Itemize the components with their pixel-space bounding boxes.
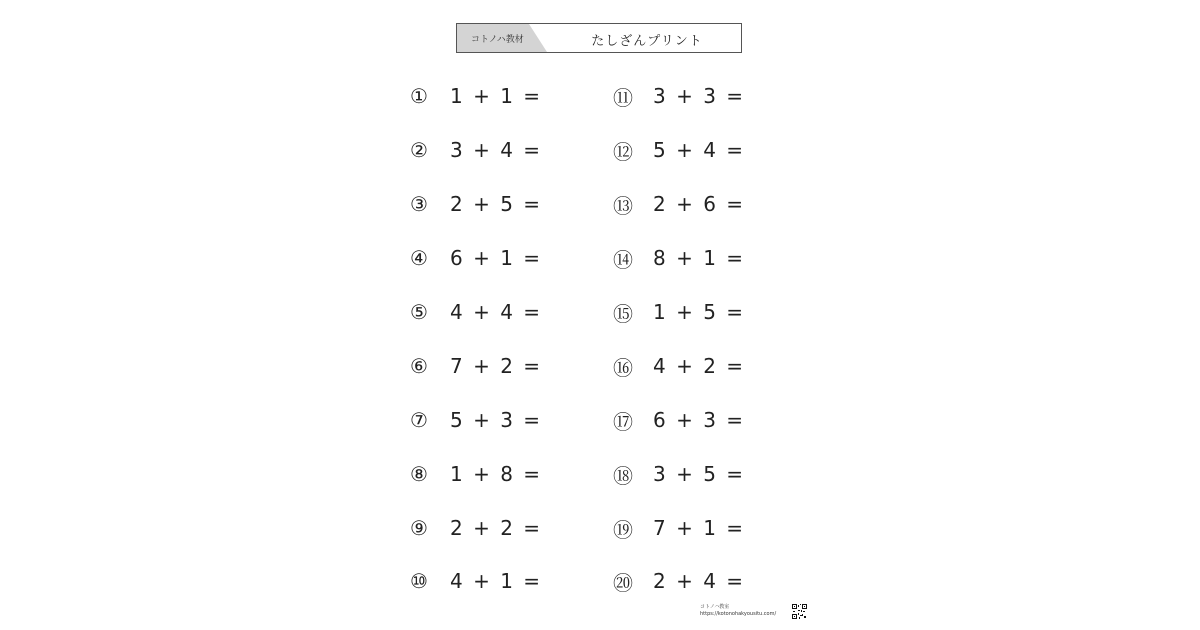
problem-expression: 2 + 6 = (653, 192, 746, 216)
problem-number: ⑧ (410, 462, 428, 486)
problem-expression: 4 + 2 = (653, 354, 746, 378)
problem-item (613, 244, 745, 272)
problem-item (410, 567, 542, 595)
problem-expression: 4 + 1 = (450, 569, 543, 593)
problem-expression: 5 + 4 = (653, 138, 746, 162)
problem-item (613, 406, 745, 434)
problem-number: ⑬ (613, 193, 633, 218)
problem-expression: 1 + 5 = (653, 300, 746, 324)
problem-expression: 1 + 1 = (450, 84, 543, 108)
problem-item (613, 190, 745, 218)
worksheet-header (456, 23, 742, 53)
problem-number: ② (410, 138, 428, 162)
problem-expression: 2 + 5 = (450, 192, 543, 216)
problem-expression: 5 + 3 = (450, 408, 543, 432)
problem-item (613, 460, 745, 488)
footer-school: コトノハ教室 (700, 604, 730, 610)
worksheet-title: たしざんプリント (591, 34, 703, 49)
problem-item (410, 190, 542, 218)
brand-label: コトノハ教材 (471, 35, 524, 45)
problem-number: ① (410, 84, 428, 108)
problem-item (410, 460, 542, 488)
problem-expression: 1 + 8 = (450, 462, 543, 486)
problem-expression: 8 + 1 = (653, 246, 746, 270)
problem-number: ⑲ (613, 517, 633, 542)
problem-number: ⑱ (613, 463, 633, 488)
problem-item (410, 514, 542, 542)
problem-item (613, 82, 745, 110)
problem-number: ⑮ (613, 301, 633, 326)
problem-item (410, 82, 542, 110)
problem-item (410, 244, 542, 272)
problem-number: ④ (410, 246, 428, 270)
problem-expression: 7 + 1 = (653, 516, 746, 540)
problem-expression: 2 + 4 = (653, 569, 746, 593)
problem-number: ⑫ (613, 139, 633, 164)
problem-expression: 4 + 4 = (450, 300, 543, 324)
problem-number: ⑭ (613, 247, 633, 272)
problem-number: ③ (410, 192, 428, 216)
problem-number: ⑪ (613, 85, 633, 110)
problem-expression: 3 + 5 = (653, 462, 746, 486)
problem-expression: 3 + 4 = (450, 138, 543, 162)
problem-item (613, 514, 745, 542)
problem-expression: 6 + 3 = (653, 408, 746, 432)
problem-expression: 7 + 2 = (450, 354, 543, 378)
problem-number: ⑦ (410, 408, 428, 432)
problem-expression: 3 + 3 = (653, 84, 746, 108)
problem-number: ⑤ (410, 300, 428, 324)
problem-number: ⑰ (613, 409, 633, 434)
footer-credit (700, 604, 776, 618)
problem-number: ⑳ (613, 570, 633, 595)
problem-number: ⑨ (410, 516, 428, 540)
problem-item (410, 298, 542, 326)
problem-item (410, 406, 542, 434)
problem-number: ⑩ (410, 569, 428, 593)
problem-number: ⑥ (410, 354, 428, 378)
qr-code-icon (792, 604, 807, 619)
problem-item (613, 298, 745, 326)
problem-item (410, 352, 542, 380)
problem-number: ⑯ (613, 355, 633, 380)
problem-item (613, 352, 745, 380)
problem-expression: 6 + 1 = (450, 246, 543, 270)
footer-url[interactable]: https://kotonohakyousitu.com/ (700, 611, 777, 617)
problem-expression: 2 + 2 = (450, 516, 543, 540)
problem-item (613, 136, 745, 164)
problem-item (613, 567, 745, 595)
problem-item (410, 136, 542, 164)
